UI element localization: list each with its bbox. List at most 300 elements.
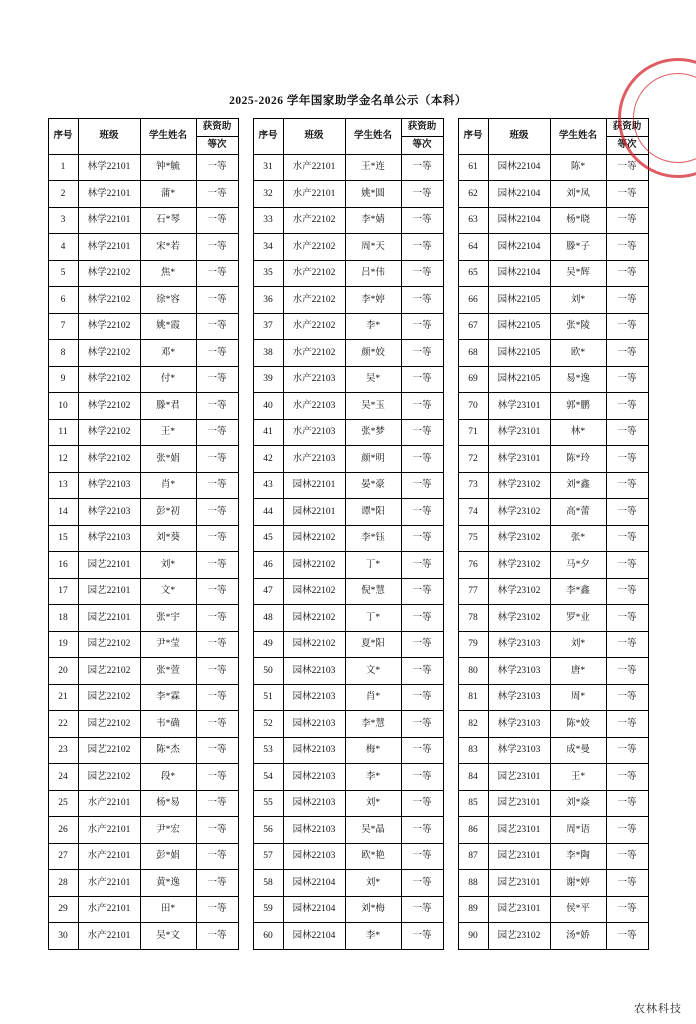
table-row — [48, 923, 238, 950]
cell-no: 59 — [253, 896, 283, 923]
cell-class: 园林22102 — [283, 525, 345, 552]
cell-class: 林学22103 — [78, 499, 140, 526]
cell-class: 园林22104 — [488, 181, 550, 208]
cell-level: 一等 — [401, 764, 443, 791]
cell-no: 35 — [253, 260, 283, 287]
table-row — [458, 366, 648, 393]
cell-no: 37 — [253, 313, 283, 340]
cell-level: 一等 — [401, 446, 443, 473]
cell-class: 园林22104 — [488, 154, 550, 181]
cell-name: 陈*杰 — [140, 737, 196, 764]
cell-name: 丁* — [345, 552, 401, 579]
cell-class: 林学23102 — [488, 552, 550, 579]
cell-level: 一等 — [401, 260, 443, 287]
cell-level: 一等 — [196, 366, 238, 393]
cell-no: 2 — [48, 181, 78, 208]
cell-level: 一等 — [196, 764, 238, 791]
cell-class: 园艺22101 — [78, 605, 140, 632]
cell-name: 梅* — [345, 737, 401, 764]
cell-class: 园艺22102 — [78, 684, 140, 711]
cell-name: 刘*葵 — [140, 525, 196, 552]
cell-class: 林学22103 — [78, 472, 140, 499]
cell-class: 园林22103 — [283, 711, 345, 738]
cell-level: 一等 — [606, 578, 648, 605]
cell-level: 一等 — [196, 313, 238, 340]
table-row — [48, 896, 238, 923]
cell-class: 林学22102 — [78, 287, 140, 314]
table-row — [458, 313, 648, 340]
table-row — [458, 472, 648, 499]
table-row — [253, 843, 443, 870]
cell-level: 一等 — [401, 419, 443, 446]
cell-class: 林学23103 — [488, 711, 550, 738]
cell-name: 周* — [550, 684, 606, 711]
cell-class: 林学22101 — [78, 154, 140, 181]
cell-class: 园林22105 — [488, 313, 550, 340]
cell-level: 一等 — [196, 181, 238, 208]
cell-name: 吴*辉 — [550, 260, 606, 287]
cell-name: 刘*焱 — [550, 790, 606, 817]
recipient-table-column-3 — [458, 118, 649, 950]
table-row — [253, 764, 443, 791]
table-row — [253, 923, 443, 950]
cell-class: 园林22104 — [283, 896, 345, 923]
cell-name: 郭*鹏 — [550, 393, 606, 420]
table-row — [253, 578, 443, 605]
cell-level: 一等 — [606, 499, 648, 526]
cell-name: 谭*阳 — [345, 499, 401, 526]
cell-name: 彭*娟 — [140, 843, 196, 870]
table-row — [48, 287, 238, 314]
table-row — [48, 446, 238, 473]
cell-level: 一等 — [196, 154, 238, 181]
cell-name: 刘* — [140, 552, 196, 579]
cell-no: 64 — [458, 234, 488, 261]
cell-name: 宋*若 — [140, 234, 196, 261]
cell-no: 76 — [458, 552, 488, 579]
cell-level: 一等 — [606, 472, 648, 499]
cell-name: 李*婧 — [345, 207, 401, 234]
cell-no: 56 — [253, 817, 283, 844]
cell-level: 一等 — [196, 525, 238, 552]
cell-no: 15 — [48, 525, 78, 552]
cell-no: 49 — [253, 631, 283, 658]
cell-name: 徐*容 — [140, 287, 196, 314]
cell-name: 夏*阳 — [345, 631, 401, 658]
cell-level: 一等 — [401, 605, 443, 632]
cell-no: 55 — [253, 790, 283, 817]
table-row — [253, 896, 443, 923]
table-row — [253, 631, 443, 658]
header-aid-top: 获资助 — [607, 119, 648, 137]
cell-name: 彭*初 — [140, 499, 196, 526]
header-aid-top: 获资助 — [197, 119, 238, 137]
header-aid-level — [196, 119, 238, 155]
cell-name: 肖* — [345, 684, 401, 711]
cell-class: 林学23103 — [488, 658, 550, 685]
cell-level: 一等 — [401, 923, 443, 950]
table-row — [253, 154, 443, 181]
cell-name: 张*梦 — [345, 419, 401, 446]
cell-level: 一等 — [606, 340, 648, 367]
cell-no: 82 — [458, 711, 488, 738]
table-header-row — [48, 119, 238, 155]
cell-level: 一等 — [196, 631, 238, 658]
cell-class: 园艺23101 — [488, 843, 550, 870]
cell-level: 一等 — [196, 817, 238, 844]
cell-name: 倪*慧 — [345, 578, 401, 605]
cell-level: 一等 — [401, 578, 443, 605]
cell-no: 20 — [48, 658, 78, 685]
cell-no: 7 — [48, 313, 78, 340]
cell-name: 周*天 — [345, 234, 401, 261]
cell-level: 一等 — [196, 472, 238, 499]
table-body-column-3 — [458, 154, 648, 949]
cell-no: 4 — [48, 234, 78, 261]
cell-class: 园林22103 — [283, 843, 345, 870]
header-class: 班级 — [78, 119, 140, 155]
table-row — [458, 234, 648, 261]
cell-class: 园林22104 — [488, 207, 550, 234]
cell-level: 一等 — [196, 419, 238, 446]
cell-no: 34 — [253, 234, 283, 261]
cell-no: 63 — [458, 207, 488, 234]
cell-no: 79 — [458, 631, 488, 658]
cell-name: 滕*子 — [550, 234, 606, 261]
cell-no: 65 — [458, 260, 488, 287]
cell-no: 53 — [253, 737, 283, 764]
cell-class: 园林22103 — [283, 658, 345, 685]
table-row — [48, 525, 238, 552]
table-row — [253, 552, 443, 579]
cell-no: 23 — [48, 737, 78, 764]
cell-level: 一等 — [196, 684, 238, 711]
cell-name: 姚*圆 — [345, 181, 401, 208]
cell-class: 园艺23101 — [488, 764, 550, 791]
cell-no: 24 — [48, 764, 78, 791]
cell-level: 一等 — [606, 525, 648, 552]
cell-name: 陈*姣 — [550, 711, 606, 738]
table-row — [253, 393, 443, 420]
table-row — [48, 658, 238, 685]
cell-no: 41 — [253, 419, 283, 446]
header-class: 班级 — [283, 119, 345, 155]
cell-class: 水产22101 — [78, 817, 140, 844]
cell-class: 林学23101 — [488, 446, 550, 473]
cell-class: 园林22103 — [283, 684, 345, 711]
cell-no: 89 — [458, 896, 488, 923]
cell-name: 陈*玲 — [550, 446, 606, 473]
table-row — [458, 552, 648, 579]
cell-no: 27 — [48, 843, 78, 870]
table-row — [48, 843, 238, 870]
cell-name: 李*慧 — [345, 711, 401, 738]
table-row — [458, 764, 648, 791]
cell-no: 73 — [458, 472, 488, 499]
cell-no: 14 — [48, 499, 78, 526]
cell-class: 林学23103 — [488, 737, 550, 764]
table-row — [253, 684, 443, 711]
cell-no: 57 — [253, 843, 283, 870]
cell-name: 邓* — [140, 340, 196, 367]
cell-no: 43 — [253, 472, 283, 499]
cell-no: 81 — [458, 684, 488, 711]
header-aid-level — [401, 119, 443, 155]
cell-class: 水产22102 — [283, 260, 345, 287]
table-row — [458, 154, 648, 181]
cell-no: 47 — [253, 578, 283, 605]
cell-name: 李* — [345, 764, 401, 791]
cell-level: 一等 — [606, 207, 648, 234]
header-name: 学生姓名 — [345, 119, 401, 155]
table-row — [48, 870, 238, 897]
cell-name: 蒲* — [140, 181, 196, 208]
table-row — [48, 578, 238, 605]
table-row — [458, 631, 648, 658]
table-row — [48, 711, 238, 738]
cell-level: 一等 — [401, 207, 443, 234]
cell-level: 一等 — [401, 313, 443, 340]
table-row — [458, 207, 648, 234]
cell-name: 刘* — [550, 631, 606, 658]
cell-class: 园林22105 — [488, 340, 550, 367]
cell-no: 68 — [458, 340, 488, 367]
table-row — [253, 817, 443, 844]
cell-class: 水产22102 — [283, 287, 345, 314]
cell-no: 52 — [253, 711, 283, 738]
cell-class: 水产22103 — [283, 419, 345, 446]
header-name: 学生姓名 — [550, 119, 606, 155]
cell-class: 园林22103 — [283, 764, 345, 791]
cell-no: 85 — [458, 790, 488, 817]
cell-level: 一等 — [606, 366, 648, 393]
cell-name: 段* — [140, 764, 196, 791]
cell-no: 29 — [48, 896, 78, 923]
cell-no: 46 — [253, 552, 283, 579]
cell-level: 一等 — [196, 790, 238, 817]
cell-no: 3 — [48, 207, 78, 234]
cell-class: 园艺23101 — [488, 817, 550, 844]
table-row — [253, 658, 443, 685]
table-row — [458, 684, 648, 711]
cell-level: 一等 — [196, 658, 238, 685]
cell-name: 侯*平 — [550, 896, 606, 923]
cell-name: 吴*晶 — [345, 817, 401, 844]
cell-no: 28 — [48, 870, 78, 897]
cell-level: 一等 — [196, 578, 238, 605]
cell-level: 一等 — [606, 446, 648, 473]
cell-no: 58 — [253, 870, 283, 897]
cell-no: 84 — [458, 764, 488, 791]
table-row — [253, 340, 443, 367]
cell-no: 88 — [458, 870, 488, 897]
table-row — [253, 366, 443, 393]
cell-level: 一等 — [401, 896, 443, 923]
cell-level: 一等 — [606, 287, 648, 314]
table-row — [48, 366, 238, 393]
cell-class: 林学23102 — [488, 605, 550, 632]
cell-no: 16 — [48, 552, 78, 579]
cell-class: 林学23102 — [488, 525, 550, 552]
cell-no: 69 — [458, 366, 488, 393]
cell-no: 51 — [253, 684, 283, 711]
cell-name: 林* — [550, 419, 606, 446]
cell-name: 王*连 — [345, 154, 401, 181]
table-row — [458, 181, 648, 208]
table-row — [48, 790, 238, 817]
table-row — [253, 472, 443, 499]
table-row — [458, 340, 648, 367]
cell-class: 林学22102 — [78, 446, 140, 473]
cell-class: 园林22102 — [283, 631, 345, 658]
cell-name: 杨*晓 — [550, 207, 606, 234]
table-row — [458, 737, 648, 764]
cell-no: 48 — [253, 605, 283, 632]
cell-class: 林学22103 — [78, 525, 140, 552]
cell-level: 一等 — [606, 260, 648, 287]
cell-level: 一等 — [606, 313, 648, 340]
cell-level: 一等 — [401, 817, 443, 844]
table-row — [48, 764, 238, 791]
cell-no: 54 — [253, 764, 283, 791]
table-row — [48, 234, 238, 261]
cell-class: 园林22104 — [488, 234, 550, 261]
cell-level: 一等 — [606, 181, 648, 208]
cell-name: 文* — [140, 578, 196, 605]
table-row — [458, 287, 648, 314]
cell-class: 园艺22102 — [78, 631, 140, 658]
cell-name: 李*陶 — [550, 843, 606, 870]
cell-class: 园艺22102 — [78, 711, 140, 738]
tables-container — [0, 118, 696, 950]
cell-name: 李*钰 — [345, 525, 401, 552]
table-row — [458, 393, 648, 420]
cell-name: 易*逸 — [550, 366, 606, 393]
table-row — [458, 578, 648, 605]
table-row — [48, 181, 238, 208]
cell-level: 一等 — [401, 684, 443, 711]
cell-name: 杨*易 — [140, 790, 196, 817]
cell-level: 一等 — [606, 552, 648, 579]
cell-no: 33 — [253, 207, 283, 234]
cell-level: 一等 — [196, 737, 238, 764]
cell-name: 韦*确 — [140, 711, 196, 738]
cell-name: 唐* — [550, 658, 606, 685]
cell-class: 水产22102 — [283, 313, 345, 340]
table-row — [48, 737, 238, 764]
table-row — [253, 499, 443, 526]
cell-no: 77 — [458, 578, 488, 605]
cell-level: 一等 — [401, 340, 443, 367]
cell-no: 32 — [253, 181, 283, 208]
cell-class: 林学22102 — [78, 366, 140, 393]
cell-class: 林学22101 — [78, 234, 140, 261]
table-row — [48, 684, 238, 711]
cell-no: 45 — [253, 525, 283, 552]
cell-class: 水产22101 — [78, 843, 140, 870]
table-row — [48, 260, 238, 287]
cell-no: 21 — [48, 684, 78, 711]
cell-class: 林学22101 — [78, 207, 140, 234]
cell-class: 园艺22102 — [78, 764, 140, 791]
cell-no: 12 — [48, 446, 78, 473]
cell-class: 水产22101 — [283, 181, 345, 208]
cell-class: 水产22101 — [78, 896, 140, 923]
cell-level: 一等 — [401, 843, 443, 870]
cell-name: 肖* — [140, 472, 196, 499]
table-row — [48, 313, 238, 340]
table-row — [253, 711, 443, 738]
cell-level: 一等 — [606, 393, 648, 420]
header-no: 序号 — [48, 119, 78, 155]
cell-name: 刘*梅 — [345, 896, 401, 923]
table-row — [253, 260, 443, 287]
cell-no: 60 — [253, 923, 283, 950]
table-row — [48, 472, 238, 499]
cell-class: 林学22102 — [78, 419, 140, 446]
cell-class: 林学23101 — [488, 393, 550, 420]
table-row — [253, 207, 443, 234]
cell-no: 26 — [48, 817, 78, 844]
cell-level: 一等 — [401, 790, 443, 817]
cell-name: 吴* — [345, 366, 401, 393]
cell-name: 张*宇 — [140, 605, 196, 632]
cell-level: 一等 — [196, 896, 238, 923]
header-aid-bottom: 等次 — [617, 139, 637, 150]
cell-no: 44 — [253, 499, 283, 526]
cell-name: 刘*鑫 — [550, 472, 606, 499]
cell-no: 83 — [458, 737, 488, 764]
table-row — [458, 658, 648, 685]
cell-class: 水产22102 — [283, 207, 345, 234]
cell-class: 林学22102 — [78, 260, 140, 287]
cell-level: 一等 — [196, 287, 238, 314]
cell-name: 高*蕾 — [550, 499, 606, 526]
cell-name: 吴*玉 — [345, 393, 401, 420]
table-row — [253, 737, 443, 764]
cell-level: 一等 — [401, 154, 443, 181]
cell-name: 焦* — [140, 260, 196, 287]
header-no: 序号 — [253, 119, 283, 155]
cell-name: 汤*娇 — [550, 923, 606, 950]
cell-class: 林学23102 — [488, 472, 550, 499]
cell-no: 74 — [458, 499, 488, 526]
table-row — [458, 870, 648, 897]
cell-name: 刘*凤 — [550, 181, 606, 208]
cell-class: 园林22103 — [283, 790, 345, 817]
cell-name: 张*萱 — [140, 658, 196, 685]
cell-no: 8 — [48, 340, 78, 367]
cell-level: 一等 — [606, 764, 648, 791]
cell-name: 尹*宏 — [140, 817, 196, 844]
header-class: 班级 — [488, 119, 550, 155]
cell-name: 欧* — [550, 340, 606, 367]
cell-level: 一等 — [606, 790, 648, 817]
cell-no: 5 — [48, 260, 78, 287]
cell-name: 付* — [140, 366, 196, 393]
cell-no: 42 — [253, 446, 283, 473]
cell-no: 18 — [48, 605, 78, 632]
cell-class: 水产22101 — [78, 790, 140, 817]
cell-no: 86 — [458, 817, 488, 844]
cell-level: 一等 — [196, 605, 238, 632]
cell-level: 一等 — [401, 393, 443, 420]
table-body-column-1 — [48, 154, 238, 949]
cell-level: 一等 — [196, 843, 238, 870]
cell-class: 林学23103 — [488, 631, 550, 658]
table-row — [48, 393, 238, 420]
table-row — [253, 181, 443, 208]
